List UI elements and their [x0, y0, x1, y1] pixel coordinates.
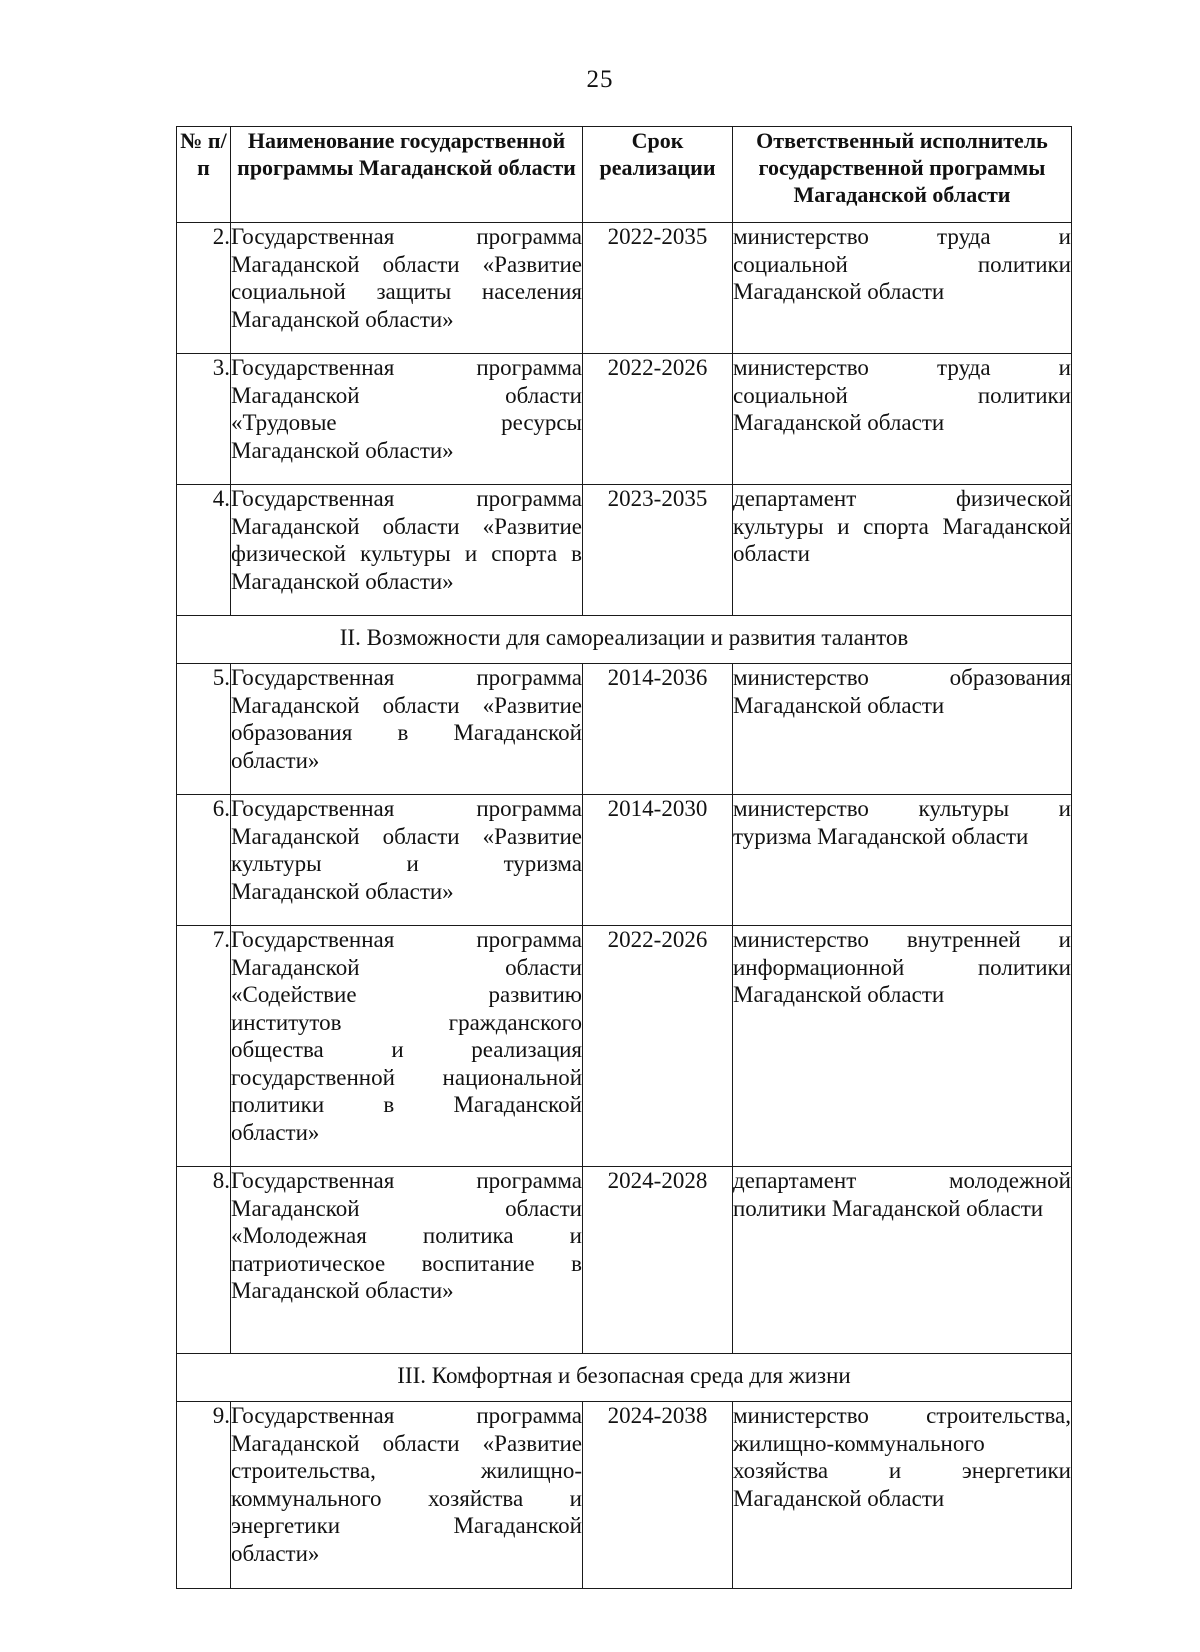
table-row — [177, 926, 1072, 1167]
program-name-line: Магаданской области — [231, 1195, 582, 1221]
responsible-line: культуры и спорта Магаданской — [733, 513, 1071, 539]
program-name-line: области» — [231, 1540, 320, 1566]
program-term: 2014-2036 — [583, 664, 733, 795]
responsible-line: Магаданской области — [733, 410, 945, 435]
program-name-line: политики в Магаданской — [231, 1092, 582, 1117]
program-name-line: Магаданской области» — [231, 437, 454, 463]
responsible-line: хозяйства и энергетики — [733, 1458, 1071, 1483]
section-row — [177, 1354, 1072, 1402]
section-row — [177, 616, 1072, 664]
header-num: № п/п — [177, 127, 231, 223]
table-row — [177, 664, 1072, 795]
responsible-line: департамент молодежной — [733, 1168, 1071, 1193]
responsible-line: Магаданской области — [733, 692, 945, 718]
header-name: Наименование государственной программы Магаданской области — [231, 127, 583, 223]
responsible-line: департамент физической — [733, 486, 1071, 511]
program-name-line: Государственная программа — [231, 355, 582, 380]
program-name-line: Государственная программа — [231, 486, 582, 511]
program-name-line: культуры и туризма — [231, 851, 582, 876]
table-row — [177, 795, 1072, 926]
responsible-line: Магаданской области — [733, 982, 945, 1007]
program-name — [231, 1402, 583, 1589]
row-num: 4. — [177, 485, 231, 616]
program-name-line: Магаданской области — [231, 382, 582, 408]
program-name-line: Магаданской области «Развитие — [231, 823, 582, 849]
programs-table — [176, 126, 1072, 1589]
section-title: III. Комфортная и безопасная среда для жизни — [177, 1354, 1072, 1402]
table-row — [177, 354, 1072, 485]
program-responsible — [733, 354, 1072, 485]
program-name-line: коммунального хозяйства и — [231, 1485, 582, 1511]
program-responsible — [733, 1402, 1072, 1589]
program-name — [231, 664, 583, 795]
responsible-line: Магаданской области — [733, 279, 945, 304]
program-term: 2023-2035 — [583, 485, 733, 616]
program-name-line: Государственная программа — [231, 927, 582, 952]
row-num: 9. — [177, 1402, 231, 1589]
header-term: Срок реализации — [583, 127, 733, 223]
responsible-line: министерство культуры и — [733, 796, 1071, 821]
header-responsible: Ответственный исполнитель государственной программы Магаданской области — [733, 127, 1072, 223]
row-num: 8. — [177, 1167, 231, 1354]
responsible-line: политики Магаданской области — [733, 1195, 1044, 1221]
responsible-line: министерство труда и — [733, 224, 1071, 249]
program-name-line: области» — [231, 1119, 320, 1145]
row-num: 3. — [177, 354, 231, 485]
program-responsible — [733, 926, 1072, 1167]
program-name-line: «Содействие развитию — [231, 982, 582, 1007]
program-name-line: Магаданской области» — [231, 568, 454, 594]
program-name — [231, 354, 583, 485]
responsible-line: информационной политики — [733, 954, 1071, 980]
program-name — [231, 1167, 583, 1354]
responsible-line: области — [733, 541, 810, 566]
program-name-line: энергетики Магаданской — [231, 1513, 582, 1538]
program-name-line: Магаданской области» — [231, 878, 454, 904]
program-name-line: Магаданской области» — [231, 1278, 454, 1303]
page-number: 25 — [586, 66, 614, 93]
responsible-line: министерство образования — [733, 665, 1071, 690]
program-name-line: Государственная программа — [231, 1403, 582, 1428]
responsible-line: социальной политики — [733, 382, 1071, 408]
table-row — [177, 1167, 1072, 1354]
program-name-line: патриотическое воспитание в — [231, 1250, 582, 1276]
program-name-line: Государственная программа — [231, 224, 582, 249]
row-num: 2. — [177, 223, 231, 354]
responsible-line: Магаданской области — [733, 1485, 945, 1511]
program-name-line: институтов гражданского — [231, 1009, 582, 1035]
program-name-line: Магаданской области «Развитие — [231, 251, 582, 277]
program-term: 2014-2030 — [583, 795, 733, 926]
program-name-line: государственной национальной — [231, 1064, 582, 1090]
responsible-line: социальной политики — [733, 251, 1071, 277]
program-name-line: Государственная программа — [231, 665, 582, 690]
program-term: 2022-2035 — [583, 223, 733, 354]
program-name-line: социальной защиты населения — [231, 279, 582, 304]
program-responsible — [733, 664, 1072, 795]
program-term: 2022-2026 — [583, 926, 733, 1167]
section-title: II. Возможности для самореализации и развития талантов — [177, 616, 1072, 664]
program-term: 2022-2026 — [583, 354, 733, 485]
program-responsible — [733, 485, 1072, 616]
program-name-line: Государственная программа — [231, 1168, 582, 1193]
program-responsible — [733, 1167, 1072, 1354]
program-name-line: Магаданской области «Развитие — [231, 692, 582, 718]
program-name-line: Магаданской области «Развитие — [231, 1430, 582, 1456]
program-term: 2024-2038 — [583, 1402, 733, 1589]
responsible-line: министерство строительства, — [733, 1403, 1071, 1428]
table-row — [177, 1402, 1072, 1589]
program-name-line: Магаданской области — [231, 954, 582, 980]
responsible-line: министерство внутренней и — [733, 927, 1071, 952]
program-name-line: области» — [231, 747, 320, 773]
program-name — [231, 795, 583, 926]
table-row — [177, 485, 1072, 616]
row-num: 6. — [177, 795, 231, 926]
program-term: 2024-2028 — [583, 1167, 733, 1354]
responsible-line: министерство труда и — [733, 355, 1071, 380]
table-row — [177, 223, 1072, 354]
program-responsible — [733, 223, 1072, 354]
row-num: 7. — [177, 926, 231, 1167]
table-header-row — [177, 127, 1072, 223]
program-name-line: Государственная программа — [231, 796, 582, 821]
row-num: 5. — [177, 664, 231, 795]
program-name-line: образования в Магаданской — [231, 720, 582, 745]
program-name-line: «Молодежная политика и — [231, 1223, 582, 1248]
responsible-line: туризма Магаданской области — [733, 823, 1029, 849]
program-name-line: Магаданской области» — [231, 306, 454, 332]
program-name-line: Магаданской области «Развитие — [231, 513, 582, 539]
program-responsible — [733, 795, 1072, 926]
program-name-line: физической культуры и спорта в — [231, 541, 582, 566]
program-name — [231, 223, 583, 354]
program-name — [231, 926, 583, 1167]
responsible-line: жилищно-коммунального — [733, 1430, 985, 1456]
program-name-line: «Трудовые ресурсы — [231, 410, 582, 435]
program-name-line: строительства, жилищно- — [231, 1458, 582, 1483]
program-name — [231, 485, 583, 616]
program-name-line: общества и реализация — [231, 1037, 582, 1062]
